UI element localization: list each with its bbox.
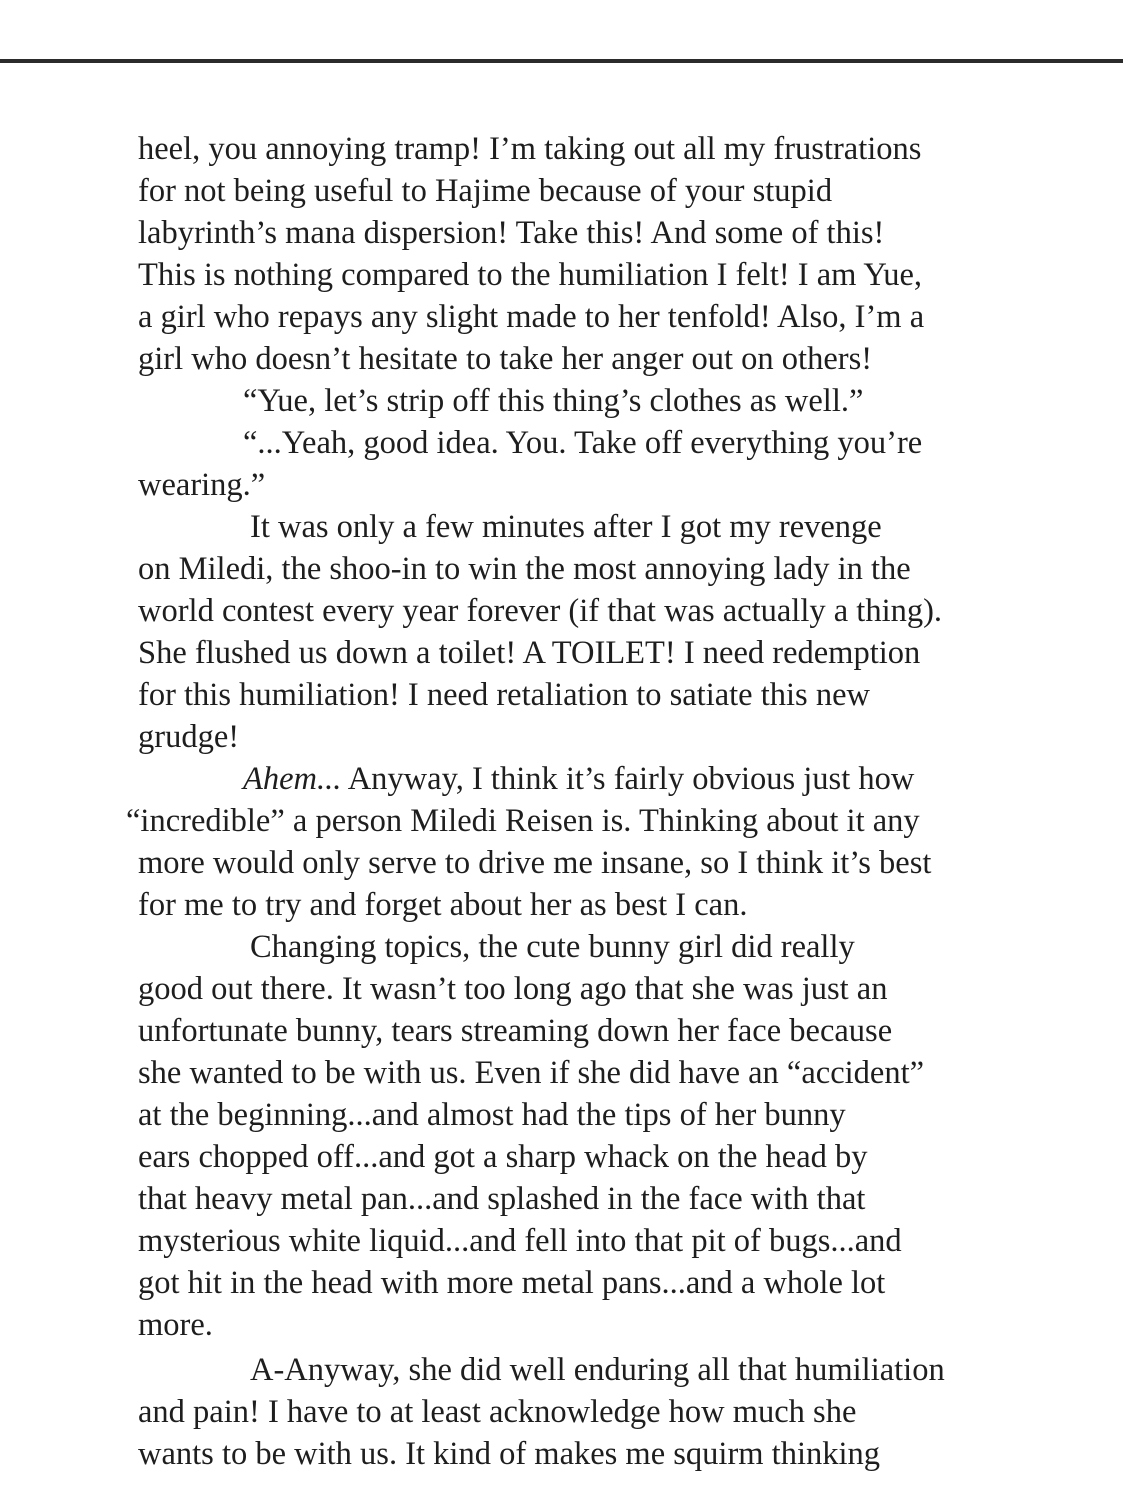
- paragraph-start-line: [138, 758, 1038, 800]
- text-run: Anyway, I think it’s fairly obvious just how: [341, 761, 915, 797]
- text-line: ears chopped off...and got a sharp whack on the head by: [138, 1139, 868, 1175]
- text-line: for this humiliation! I need retaliation to satiate this new: [138, 677, 870, 713]
- text-line: “incredible” a person Miledi Reisen is. Thinking about it any: [126, 803, 920, 839]
- dialogue-line: “Yue, let’s strip off this thing’s clothes as well.”: [243, 383, 864, 419]
- text-line: She flushed us down a toilet! A TOILET! I need redemption: [138, 635, 921, 671]
- text-line: that heavy metal pan...and splashed in the face with that: [138, 1181, 866, 1217]
- dialogue-line: “...Yeah, good idea. You. Take off everything you’re: [243, 425, 923, 461]
- page-body: [126, 128, 1038, 1475]
- text-line: more would only serve to drive me insane, so I think it’s best: [138, 845, 932, 881]
- text-line: on Miledi, the shoo-in to win the most annoying lady in the: [138, 551, 911, 587]
- paragraph-start-line: It was only a few minutes after I got my revenge: [250, 509, 882, 545]
- italic-interjection: Ahem...: [243, 761, 342, 797]
- text-line: wants to be with us. It kind of makes me squirm thinking: [138, 1436, 881, 1472]
- text-line: a girl who repays any slight made to her tenfold! Also, I’m a: [138, 299, 925, 335]
- text-line: got hit in the head with more metal pans...and a whole lot: [138, 1265, 886, 1301]
- text-line: for not being useful to Hajime because of your stupid: [138, 173, 833, 209]
- paragraph-start-line: A-Anyway, she did well enduring all that humiliation: [250, 1352, 945, 1388]
- text-line: labyrinth’s mana dispersion! Take this! And some of this!: [138, 215, 885, 251]
- text-line: This is nothing compared to the humiliation I felt! I am Yue,: [138, 257, 923, 293]
- text-line: girl who doesn’t hesitate to take her anger out on others!: [138, 341, 873, 377]
- text-line: for me to try and forget about her as best I can.: [138, 887, 748, 923]
- text-line: good out there. It wasn’t too long ago that she was just an: [138, 971, 888, 1007]
- text-line: mysterious white liquid...and fell into that pit of bugs...and: [138, 1223, 902, 1259]
- paragraph-start-line: Changing topics, the cute bunny girl did really: [250, 929, 855, 965]
- text-line: at the beginning...and almost had the tips of her bunny: [138, 1097, 846, 1133]
- text-line: more.: [138, 1307, 213, 1343]
- text-line: world contest every year forever (if that was actually a thing).: [138, 593, 943, 629]
- text-line: and pain! I have to at least acknowledge how much she: [138, 1394, 857, 1430]
- text-line: heel, you annoying tramp! I’m taking out all my frustrations: [138, 131, 922, 167]
- text-line: unfortunate bunny, tears streaming down her face because: [138, 1013, 893, 1049]
- header-rule: [0, 59, 1123, 63]
- text-line: she wanted to be with us. Even if she did have an “accident”: [138, 1055, 925, 1091]
- text-line: wearing.”: [138, 467, 266, 503]
- text-line: grudge!: [138, 719, 240, 755]
